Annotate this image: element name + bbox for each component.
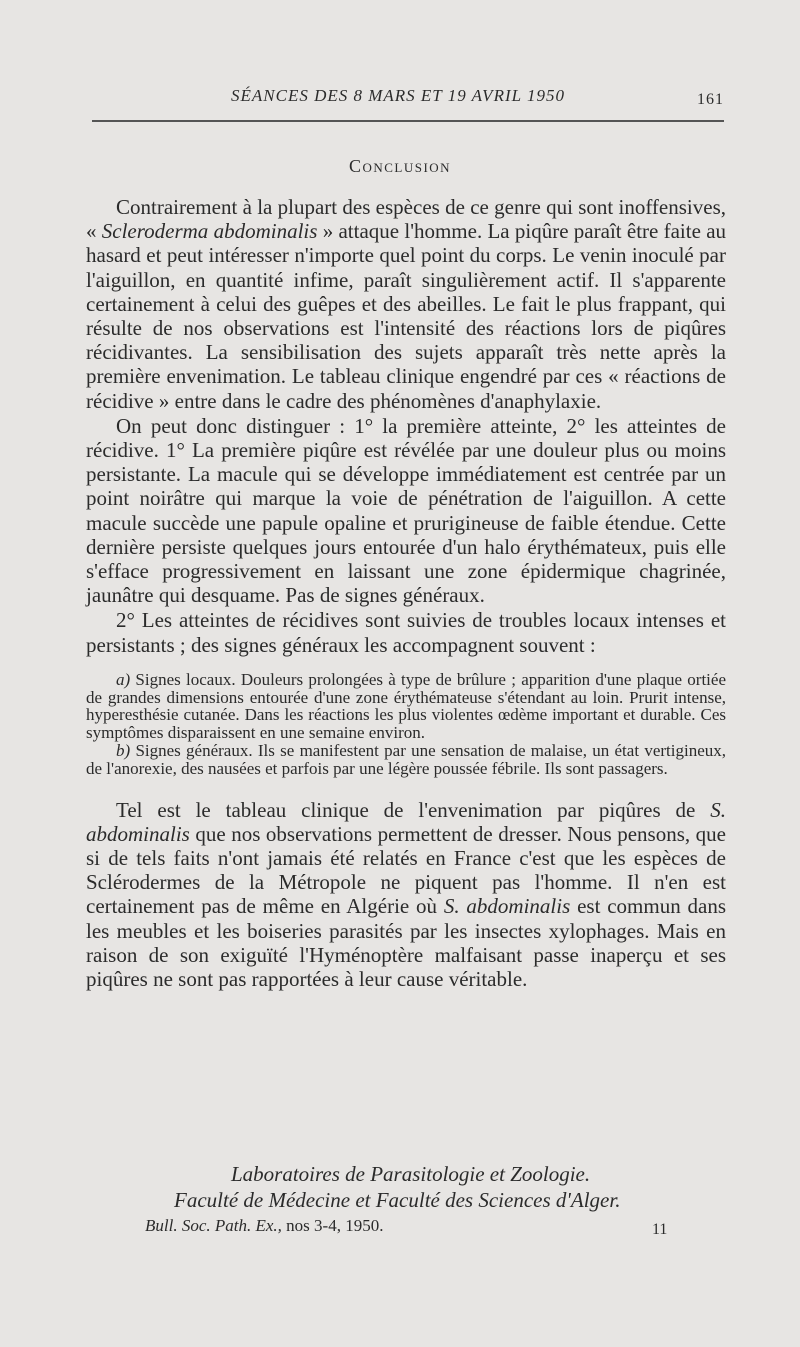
paragraph-4	[86, 798, 726, 992]
item-a-label: a)	[116, 669, 131, 689]
paragraph-3: 2° Les atteintes de récidives sont suivies de troubles locaux intenses et persistants ; des signes généraux les accompagnent souvent :	[86, 608, 726, 657]
species-abbrev-2: S. abdominalis	[443, 894, 571, 919]
species-name: Scleroderma abdominalis	[101, 219, 318, 244]
page-number: 161	[697, 91, 724, 108]
paragraph-2: On peut donc distinguer : 1° la première atteinte, 2° les atteintes de récidive. 1° La première piqûre est révélée par une douleur plus ou moins persistante. La macule qui se développe immédiatement est centrée par un point noirâtre qui marque la voie de pénétration de l'aiguillon. A cette macule succède une papule opaline et prurigineuse de faible étendue. Cette dernière persiste quelques jours entourée d'un halo érythémateux, puis elle s'efface progressivement en laissant une zone épidermique chagrinée, jaunâtre qui desquame. Pas de signes généraux.	[86, 413, 726, 608]
paragraph-1-text-a: Contrairement à la plupart des espèces de ce genre qui sont inoffensives, «	[86, 195, 726, 244]
paragraph-4-text-b: que nos observations permettent de dresser. Nous pensons, que si de tels faits n'ont jamais été relatés en France c'est que les espèces de Sclérodermes de la Métropole ne piquent pas l'homme. Il n'en est certainement pas de même en Algérie où	[86, 821, 726, 919]
section-title: Conclusion	[348, 156, 452, 176]
signature-faculty: Faculté de Médecine et Faculté des Sciences d'Alger.	[174, 1188, 621, 1212]
item-b-text: Signes généraux. Ils se manifestent par une sensation de malaise, un état vertigineux, de l'anorexie, des nausées et parfois par une légère poussée fébrile. Ils sont passagers.	[86, 741, 726, 778]
journal-citation	[145, 1216, 383, 1236]
symptom-item-local	[86, 671, 726, 742]
item-b-label: b)	[116, 741, 131, 761]
paragraph-1	[86, 195, 726, 413]
body-text	[86, 195, 726, 991]
symptom-item-general	[86, 742, 726, 778]
item-a-text: Signes locaux. Douleurs prolongées à type de brûlure ; apparition d'une plaque ortiée de grandes dimensions entourée d'une zone érythémateuse s'étendant au loin. Prurit intense, hyperesthésie cutanée. Dans les réactions les plus violentes œdème important et durable. Ces symptômes disparaissent en une semaine environ.	[86, 669, 726, 743]
species-abbrev-1: S. abdominalis	[86, 797, 726, 846]
symptom-list	[86, 671, 726, 778]
sheet-number: 11	[652, 1221, 668, 1238]
paragraph-1-text-b: » attaque l'homme. La piqûre paraît être faite au hasard et peut intéresser n'importe quel point du corps. Le venin inoculé par l'aiguillon, en quantité infime, paraît singulièrement actif. Il s'apparente certainement à celui des guêpes et des abeilles. Le fait le plus frappant, qui résulte de nos observations est l'intensité des réactions lors de piqûres récidivantes. La sensibilisation des sujets apparaît très nette après la première envenimation. Le tableau clinique engendré par ces « réactions de récidive » entre dans le cadre des phénomènes d'anaphylaxie.	[86, 219, 727, 413]
journal-name: Bull. Soc. Path. Ex.,	[145, 1216, 282, 1235]
signature-laboratories: Laboratoires de Parasitologie et Zoologie.	[231, 1162, 591, 1186]
paragraph-4-text-a: Tel est le tableau clinique de l'envenimation par piqûres de	[116, 797, 711, 822]
journal-issue: nos 3-4, 1950.	[281, 1216, 384, 1235]
running-title: SÉANCES DES 8 MARS ET 19 AVRIL 1950	[231, 86, 566, 105]
header-rule	[92, 120, 724, 122]
paragraph-4-text-c: est commun dans les meubles et les boiseries parasités par les insectes xylophages. Mais en raison de son exiguïté l'Hyménoptère malfaisant passe inaperçu et ses piqûres ne sont pas rapportées à leur cause véritable.	[86, 894, 727, 992]
